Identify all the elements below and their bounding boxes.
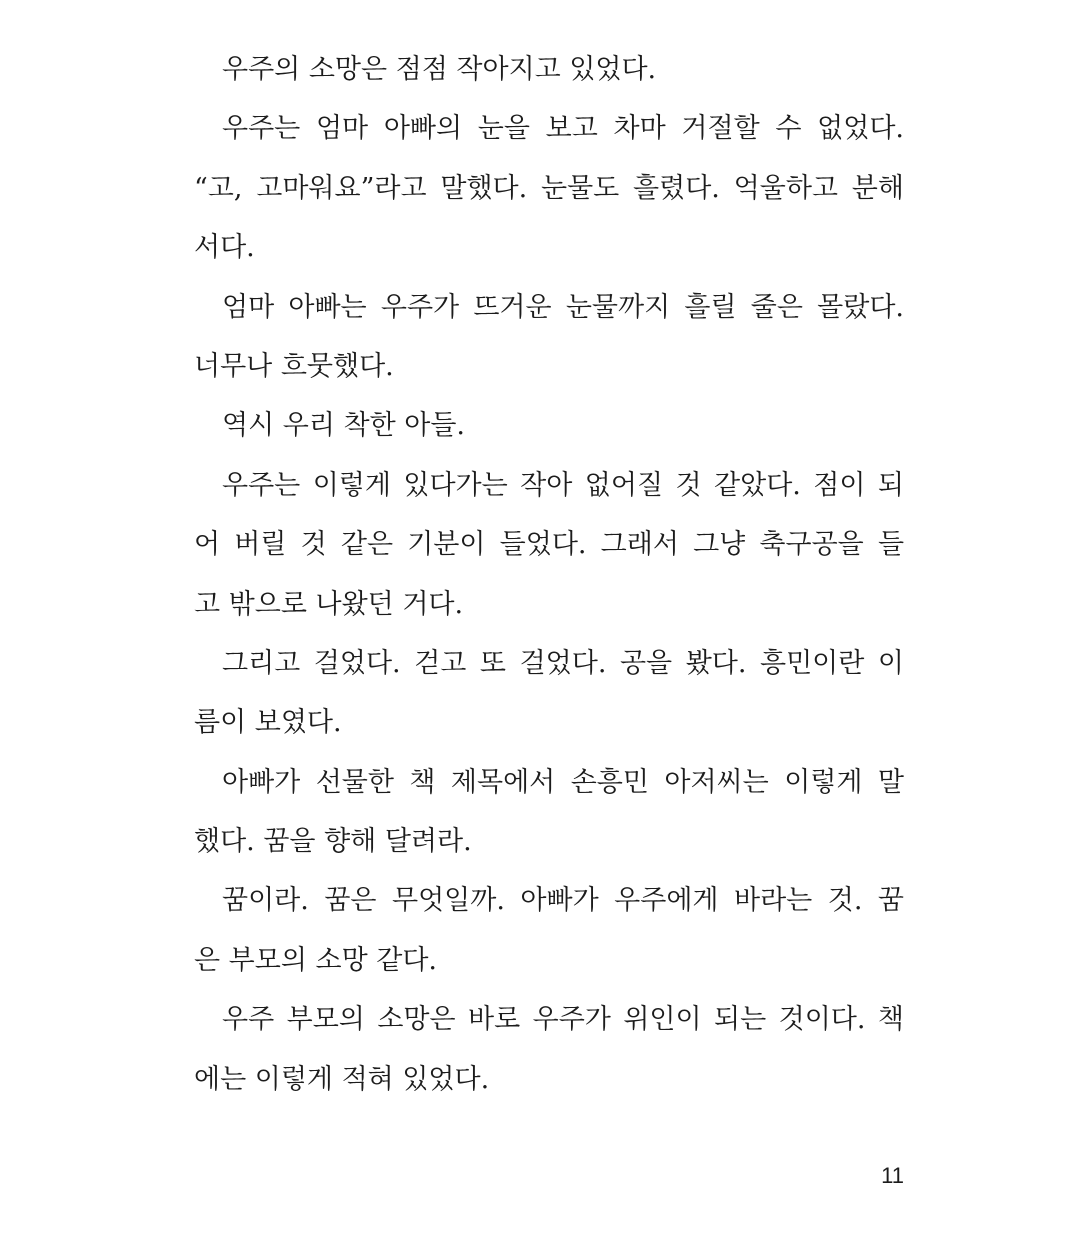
- text-line: 엄마 아빠는 우주가 뜨거운 눈물까지 흘릴 줄은 몰랐다.: [222, 291, 905, 323]
- body-text: [194, 40, 904, 1109]
- text-line: 우주는 이렇게 있다가는 작아 없어질 것 같았다. 점이 되: [222, 469, 905, 501]
- text-line: 름이 보였다.: [194, 707, 342, 739]
- text-line: 아빠가 선물한 책 제목에서 손흥민 아저씨는 이렇게 말: [222, 766, 904, 798]
- text-line: 역시 우리 착한 아들.: [222, 410, 465, 442]
- text-line: 서다.: [194, 232, 255, 264]
- text-line: 에는 이렇게 적혀 있었다.: [194, 1063, 490, 1095]
- text-line: 그리고 걸었다. 걷고 또 걸었다. 공을 봤다. 흥민이란 이: [222, 647, 904, 679]
- text-line: 어 버릴 것 같은 기분이 들었다. 그래서 그냥 축구공을 들: [194, 529, 905, 561]
- page-number: 11: [881, 1163, 904, 1188]
- text-line: 우주 부모의 소망은 바로 우주가 위인이 되는 것이다. 책: [222, 1004, 905, 1036]
- text-line: “고, 고마워요”라고 말했다. 눈물도 흘렸다. 억울하고 분해: [194, 172, 904, 204]
- text-line: 은 부모의 소망 같다.: [194, 944, 437, 976]
- text-line: 너무나 흐뭇했다.: [194, 350, 394, 382]
- text-line: 했다. 꿈을 향해 달려라.: [194, 826, 472, 858]
- text-line: 우주의 소망은 점점 작아지고 있었다.: [222, 54, 657, 85]
- text-line: 꿈이라. 꿈은 무엇일까. 아빠가 우주에게 바라는 것. 꿈: [222, 885, 904, 917]
- text-line: 우주는 엄마 아빠의 눈을 보고 차마 거절할 수 없었다.: [222, 113, 905, 145]
- text-line: 고 밖으로 나왔던 거다.: [194, 588, 464, 620]
